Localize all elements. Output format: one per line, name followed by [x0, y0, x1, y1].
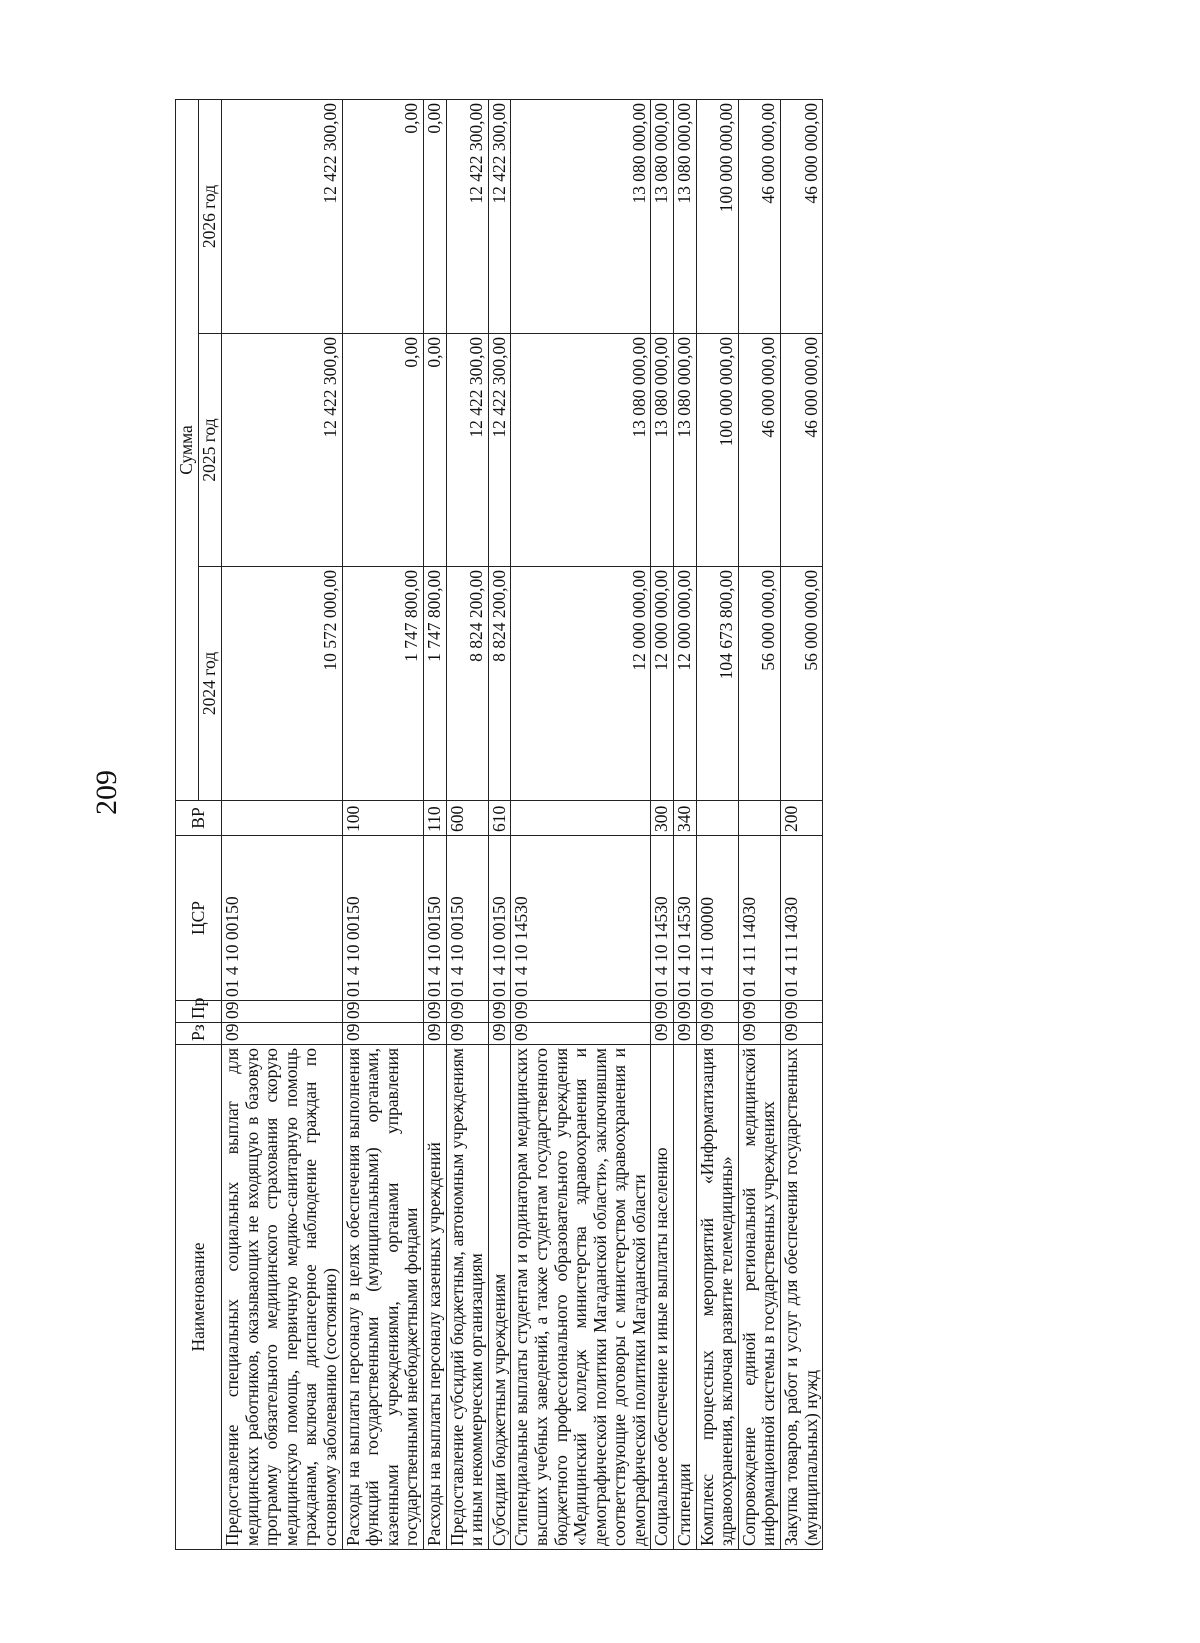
cell-y2024: 56 000 000,00: [738, 567, 780, 801]
cell-y2024: 1 747 800,00: [342, 567, 423, 801]
header-row-1: [176, 99, 199, 1549]
cell-vr: 600: [446, 801, 488, 836]
cell-y2025: 12 422 300,00: [446, 334, 488, 567]
cell-y2025: 46 000 000,00: [738, 334, 780, 567]
cell-vr: [511, 801, 651, 836]
cell-y2025: 12 422 300,00: [488, 334, 511, 567]
cell-csr: 01 4 10 00150: [342, 836, 423, 1001]
cell-pr: 09: [488, 1001, 511, 1023]
cell-rz: 09: [674, 1023, 697, 1045]
cell-y2025: 0,00: [423, 334, 446, 567]
cell-y2026: 0,00: [423, 99, 446, 333]
cell-csr: 01 4 11 14030: [781, 836, 823, 1001]
cell-csr: 01 4 10 00150: [488, 836, 511, 1001]
cell-csr: 01 4 10 00150: [423, 836, 446, 1001]
cell-rz: 09: [423, 1023, 446, 1045]
cell-pr: 09: [651, 1001, 674, 1023]
cell-pr: 09: [674, 1001, 697, 1023]
budget-table-container: [175, 100, 821, 1550]
cell-y2026: 46 000 000,00: [738, 99, 780, 333]
cell-name: Закупка товаров, работ и услуг для обеспечения государственных (муниципальных) нужд: [781, 1045, 823, 1550]
header-2024: 2024 год: [199, 567, 222, 801]
budget-table: [175, 99, 823, 1550]
cell-vr: [738, 801, 780, 836]
cell-csr: 01 4 11 14030: [738, 836, 780, 1001]
table-row: [781, 99, 823, 1549]
header-rz: Рз: [176, 1023, 222, 1045]
cell-csr: 01 4 10 14530: [674, 836, 697, 1001]
table-row: [222, 99, 343, 1549]
cell-y2025: 12 422 300,00: [222, 334, 343, 567]
cell-vr: 100: [342, 801, 423, 836]
cell-vr: 110: [423, 801, 446, 836]
cell-csr: 01 4 10 14530: [651, 836, 674, 1001]
cell-y2026: 12 422 300,00: [488, 99, 511, 333]
cell-y2025: 13 080 000,00: [511, 334, 651, 567]
cell-y2026: 0,00: [342, 99, 423, 333]
page-number: 209: [90, 770, 123, 815]
cell-y2024: 8 824 200,00: [488, 567, 511, 801]
cell-y2025: 13 080 000,00: [674, 334, 697, 567]
cell-pr: 09: [446, 1001, 488, 1023]
header-vr: ВР: [176, 801, 222, 836]
cell-rz: 09: [781, 1023, 823, 1045]
cell-y2025: 100 000 000,00: [696, 334, 738, 567]
cell-vr: [222, 801, 343, 836]
cell-pr: 09: [222, 1001, 343, 1023]
header-2026: 2026 год: [199, 99, 222, 333]
table-body: [222, 99, 823, 1549]
cell-y2026: 13 080 000,00: [651, 99, 674, 333]
header-pr: Пр: [176, 1001, 222, 1023]
cell-name: Предоставление специальных социальных выплат для медицинских работников, оказывающих не входящую в базовую программу обязательного медицинского страхования скорую медицинскую помощь, первичную медико-санитарную помощь гражданам, включая диспансерное наблюдение граждан по основному заболеванию (состоянию): [222, 1045, 343, 1550]
cell-vr: [696, 801, 738, 836]
cell-pr: 09: [696, 1001, 738, 1023]
cell-name: Предоставление субсидий бюджетным, автономным учреждениям и иным некоммерческим организациям: [446, 1045, 488, 1550]
cell-csr: 01 4 10 00150: [222, 836, 343, 1001]
table-row: [511, 99, 651, 1549]
cell-name: Сопровождение единой региональной медицинской информационной системы в государственных учреждениях: [738, 1045, 780, 1550]
cell-y2024: 8 824 200,00: [446, 567, 488, 801]
cell-rz: 09: [488, 1023, 511, 1045]
cell-y2024: 56 000 000,00: [781, 567, 823, 801]
cell-y2025: 46 000 000,00: [781, 334, 823, 567]
cell-y2024: 12 000 000,00: [674, 567, 697, 801]
cell-name: Стипендии: [674, 1045, 697, 1550]
cell-y2024: 12 000 000,00: [511, 567, 651, 801]
cell-pr: 09: [423, 1001, 446, 1023]
cell-vr: 610: [488, 801, 511, 836]
table-row: [738, 99, 780, 1549]
cell-rz: 09: [696, 1023, 738, 1045]
header-2025: 2025 год: [199, 334, 222, 567]
cell-y2024: 1 747 800,00: [423, 567, 446, 801]
cell-rz: 09: [738, 1023, 780, 1045]
header-name: Наименование: [176, 1045, 222, 1550]
cell-pr: 09: [511, 1001, 651, 1023]
cell-y2024: 104 673 800,00: [696, 567, 738, 801]
cell-pr: 09: [781, 1001, 823, 1023]
cell-name: Стипендиальные выплаты студентам и ординаторам медицинских высших учебных заведений, а также студентам государственного бюджетного профессионального образовательного учреждения «Медицинский колледж министерства здравоохранения и демографической политики Магаданской области», заключившим соответствующие договоры с министерством здравоохранения и демографической политики Магаданской области: [511, 1045, 651, 1550]
cell-vr: 300: [651, 801, 674, 836]
table-row: [674, 99, 697, 1549]
table-row: [423, 99, 446, 1549]
header-csr: ЦСР: [176, 836, 222, 1001]
cell-name: Расходы на выплаты персоналу казенных учреждений: [423, 1045, 446, 1550]
cell-rz: 09: [511, 1023, 651, 1045]
table-row: [651, 99, 674, 1549]
cell-csr: 01 4 11 00000: [696, 836, 738, 1001]
cell-rz: 09: [446, 1023, 488, 1045]
cell-name: Субсидии бюджетным учреждениям: [488, 1045, 511, 1550]
table-row: [446, 99, 488, 1549]
cell-y2025: 13 080 000,00: [651, 334, 674, 567]
cell-y2025: 0,00: [342, 334, 423, 567]
table-row: [488, 99, 511, 1549]
cell-rz: 09: [342, 1023, 423, 1045]
table-row: [342, 99, 423, 1549]
cell-pr: 09: [738, 1001, 780, 1023]
cell-csr: 01 4 10 00150: [446, 836, 488, 1001]
cell-rz: 09: [222, 1023, 343, 1045]
cell-y2026: 13 080 000,00: [511, 99, 651, 333]
cell-y2024: 12 000 000,00: [651, 567, 674, 801]
cell-name: Комплекс процессных мероприятий «Информатизация здравоохранения, включая развитие телемедицины»: [696, 1045, 738, 1550]
cell-name: Социальное обеспечение и иные выплаты населению: [651, 1045, 674, 1550]
table-row: [696, 99, 738, 1549]
cell-y2024: 10 572 000,00: [222, 567, 343, 801]
cell-vr: 200: [781, 801, 823, 836]
cell-y2026: 100 000 000,00: [696, 99, 738, 333]
cell-y2026: 13 080 000,00: [674, 99, 697, 333]
cell-csr: 01 4 10 14530: [511, 836, 651, 1001]
cell-vr: 340: [674, 801, 697, 836]
cell-rz: 09: [651, 1023, 674, 1045]
cell-y2026: 46 000 000,00: [781, 99, 823, 333]
cell-name: Расходы на выплаты персоналу в целях обеспечения выполнения функций государственными (муниципальными) органами, казенными учреждениями, органами управления государственными внебюджетными фондами: [342, 1045, 423, 1550]
cell-pr: 09: [342, 1001, 423, 1023]
cell-y2026: 12 422 300,00: [222, 99, 343, 333]
header-sum: Сумма: [176, 99, 199, 800]
cell-y2026: 12 422 300,00: [446, 99, 488, 333]
